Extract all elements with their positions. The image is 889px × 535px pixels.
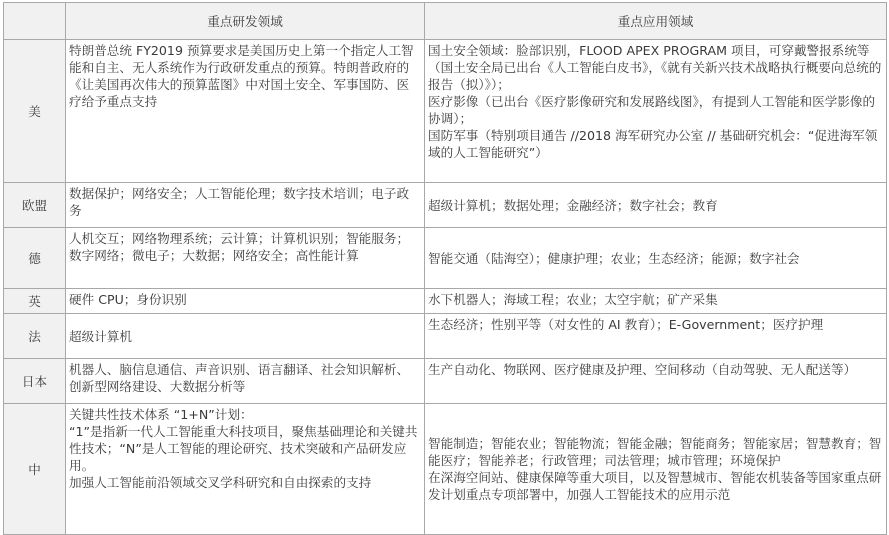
research-cell: 人机交互；网络物理系统；云计算；计算机识别；智能服务；数字网络；微电子；大数据；网络安全；高性能计算 [66,228,425,289]
research-line: 加强人工智能前沿领域交叉学科研究和自由探索的支持 [69,475,372,490]
country-cell: 日本 [4,359,66,404]
table-row-uk [4,289,887,314]
research-cell: 超级计算机 [66,314,425,359]
application-line: 国防军事（特别项目通告 //2018 海军研究办公室 // 基础研究机会：“促进海军领域的人工智能研究”） [428,128,878,160]
table-row-cn [4,404,887,535]
application-line: 智能制造；智能农业；智能物流；智能金融；智能商务；智能家居；智慧教育；智能医疗；智能养老；行政管理；司法管理；城市管理；环境保护 [428,436,882,468]
header-country-cell [4,3,66,40]
research-cell: 机器人、脑信息通信、声音识别、语言翻译、社会知识解析、创新型网络建设、大数据分析等 [66,359,425,404]
country-cell: 中 [4,404,66,535]
research-line: 关键共性技术体系 “1+N”计划： [69,407,253,422]
research-cell [66,404,425,535]
ai-policy-table [3,2,887,535]
application-cell [425,404,887,535]
table-row-us [4,40,887,183]
application-cell: 生产自动化、物联网、医疗健康及护理、空间移动（自动驾驶、无人配送等） [425,359,887,404]
country-cell: 英 [4,289,66,314]
application-line: 医疗影像（已出台《医疗影像研究和发展路线图》，有提到人工智能和医学影像的协调）； [428,94,876,126]
table-row-jp [4,359,887,404]
table-header-row [4,3,887,40]
application-cell [425,40,887,183]
application-cell: 生态经济；性别平等（对女性的 AI 教育）；E-Government；医疗护理 [425,314,887,359]
research-cell: 数据保护；网络安全；人工智能伦理；数字技术培训；电子政务 [66,183,425,228]
header-application-cell: 重点应用领域 [425,3,887,40]
country-cell: 欧盟 [4,183,66,228]
header-research-cell: 重点研发领域 [66,3,425,40]
application-cell: 水下机器人；海域工程；农业；太空宇航；矿产采集 [425,289,887,314]
application-line: 国土安全领域：脸部识别，FLOOD APEX PROGRAM 项目，可穿戴警报系统等（国土安全局已出台《人工智能白皮书》，《就有关新兴技术战略执行概要向总统的报告（拟）》）； [428,43,882,92]
application-cell: 超级计算机；数据处理；金融经济；数字社会；教育 [425,183,887,228]
country-cell: 德 [4,228,66,289]
application-cell: 智能交通（陆海空）；健康护理；农业；生态经济；能源；数字社会 [425,228,887,289]
country-cell: 美 [4,40,66,183]
table-row-eu [4,183,887,228]
country-cell: 法 [4,314,66,359]
research-line: “1”是指新一代人工智能重大科技项目，聚焦基础理论和关键共性技术；“N”是人工智能的理论研究、技术突破和产品研发应用。 [69,424,418,473]
table-row-de [4,228,887,289]
application-line: 在深海空间站、健康保障等重大项目，以及智慧城市、智能农机装备等国家重点研发计划重点专项部署中，加强人工智能技术的应用示范 [428,470,882,502]
research-cell: 特朗普总统 FY2019 预算要求是美国历史上第一个指定人工智能和自主、无人系统作为行政研发重点的预算。特朗普政府的《让美国再次伟大的预算蓝图》中对国土安全、军事国防、医疗给予重点支持 [66,40,425,183]
research-cell: 硬件 CPU；身份识别 [66,289,425,314]
table-row-fr [4,314,887,359]
